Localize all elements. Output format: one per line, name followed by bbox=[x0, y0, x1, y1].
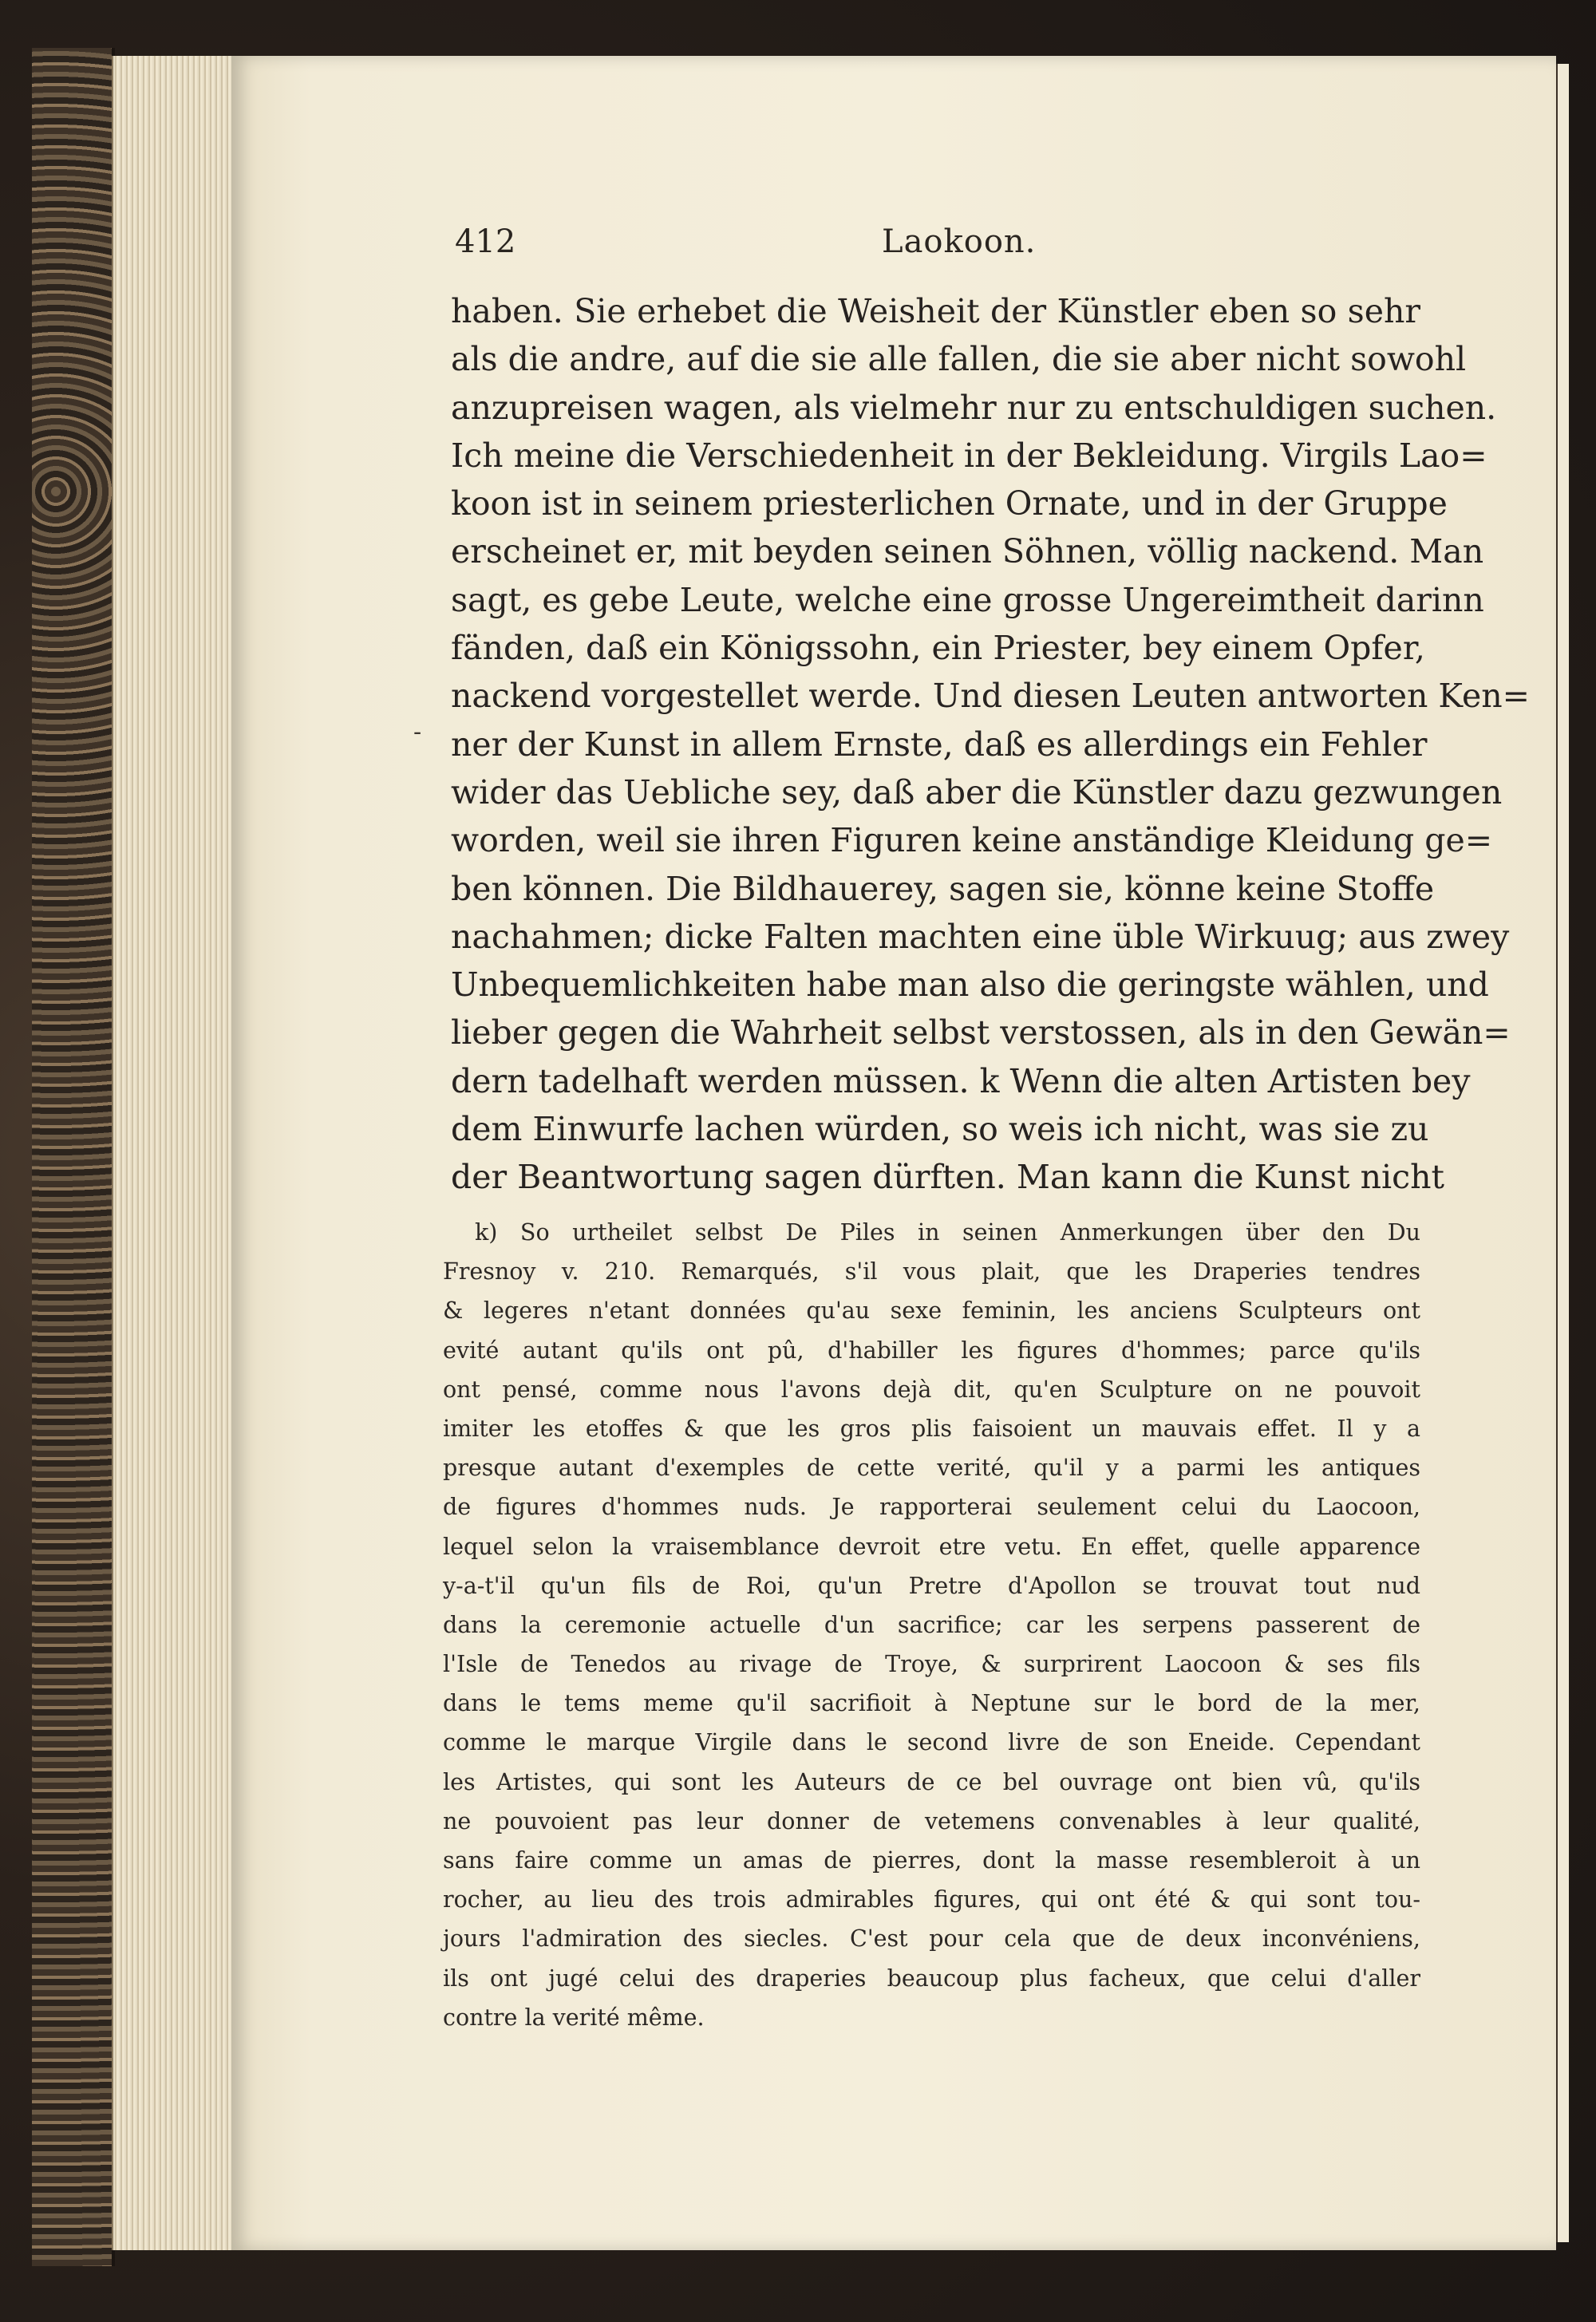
text-line: dem Einwurfe lachen würden, so weis ich nicht, was sie zu bbox=[451, 1110, 1429, 1149]
footnote-line: sans faire comme un amas de pierres, dont la masse resembleroit à un bbox=[443, 1847, 1420, 1874]
footnote-line: les Artistes, qui sont les Auteurs de ce bel ouvrage ont bien vû, qu'ils bbox=[443, 1768, 1420, 1795]
text-line: anzupreisen wagen, als vielmehr nur zu entschuldigen suchen. bbox=[451, 388, 1497, 427]
footnote-line: ne pouvoient pas leur donner de vetemens convenables à leur qualité, bbox=[443, 1807, 1420, 1834]
margin-mark: - bbox=[413, 718, 422, 746]
text-line: lieber gegen die Wahrheit selbst verstossen, als in den Gewän= bbox=[451, 1013, 1511, 1052]
text-line: wider das Uebliche sey, daß aber die Künstler dazu gezwungen bbox=[451, 772, 1503, 812]
footnote-line: rocher, au lieu des trois admirables figures, qui ont été & qui sont tou- bbox=[443, 1886, 1420, 1913]
page-header bbox=[455, 223, 1420, 271]
text-line: koon ist in seinem priesterlichen Ornate, und in der Gruppe bbox=[451, 484, 1448, 523]
text-line: Unbequemlichkeiten habe man also die geringste wählen, und bbox=[451, 966, 1489, 1005]
text-line: sagt, es gebe Leute, welche eine grosse Ungereimtheit darinn bbox=[451, 580, 1484, 619]
footnote-line: lequel selon la vraisemblance devroit etre vetu. En effet, quelle apparence bbox=[443, 1533, 1420, 1560]
footnote-line: imiter les etoffes & que les gros plis faisoient un mauvais effet. Il y a bbox=[443, 1415, 1420, 1442]
text-line: ner der Kunst in allem Ernste, daß es allerdings ein Fehler bbox=[451, 725, 1428, 764]
text-line: als die andre, auf die sie alle fallen, die sie aber nicht sowohl bbox=[451, 340, 1467, 379]
body-text bbox=[451, 287, 1530, 1202]
footnote-line: Fresnoy v. 210. Remarqués, s'il vous plait, que les Draperies tendres bbox=[443, 1258, 1420, 1285]
footnote-line: y-a-t'il qu'un fils de Roi, qu'un Pretre d'Apollon se trouvat tout nud bbox=[443, 1572, 1420, 1599]
next-page-edge bbox=[1556, 64, 1569, 2242]
marbled-edge bbox=[32, 48, 115, 2266]
footnote-line: k) So urtheilet selbst De Piles in seinen Anmerkungen über den Du bbox=[475, 1219, 1420, 1246]
text-line: nackend vorgestellet werde. Und diesen Leuten antworten Ken= bbox=[451, 677, 1530, 716]
footnote-line: presque autant d'exemples de cette verité, qu'il y a parmi les antiques bbox=[443, 1455, 1420, 1482]
text-line: worden, weil sie ihren Figuren keine anständige Kleidung ge= bbox=[451, 821, 1493, 860]
text-line: Ich meine die Verschiedenheit in der Bekleidung. Virgils Lao= bbox=[451, 436, 1487, 475]
footnote bbox=[443, 1213, 1420, 2037]
footnote-line: evité autant qu'ils ont pû, d'habiller les figures d'hommes; parce qu'ils bbox=[443, 1337, 1420, 1364]
page-stack-edges bbox=[112, 56, 233, 2250]
footnote-line: l'Isle de Tenedos au rivage de Troye, & surprirent Laocoon & ses fils bbox=[443, 1651, 1420, 1678]
footnote-line: dans la ceremonie actuelle d'un sacrifice; car les serpens passerent de bbox=[443, 1611, 1420, 1638]
text-line: haben. Sie erhebet die Weisheit der Künstler eben so sehr bbox=[451, 292, 1420, 330]
running-title: Laokoon. bbox=[882, 223, 1037, 260]
text-line: ben können. Die Bildhauerey, sagen sie, könne keine Stoffe bbox=[451, 869, 1435, 908]
text-line: der Beantwortung sagen dürften. Man kann die Kunst nicht bbox=[451, 1158, 1444, 1197]
text-line: fänden, daß ein Königssohn, ein Priester, bey einem Opfer, bbox=[451, 629, 1425, 668]
footnote-line: dans le tems meme qu'il sacrifioit à Neptune sur le bord de la mer, bbox=[443, 1690, 1420, 1717]
footnote-line: comme le marque Virgile dans le second livre de son Eneide. Cependant bbox=[443, 1729, 1420, 1756]
text-line: dern tadelhaft werden müssen. k Wenn die alten Artisten bey bbox=[451, 1061, 1471, 1100]
footnote-line: de figures d'hommes nuds. Je rapporterai seulement celui du Laocoon, bbox=[443, 1494, 1420, 1521]
text-line: erscheinet er, mit beyden seinen Söhnen, völlig nackend. Man bbox=[451, 532, 1484, 571]
footnote-line: ils ont jugé celui des draperies beaucoup plus facheux, que celui d'aller bbox=[443, 1965, 1420, 1992]
page-number: 412 bbox=[455, 223, 516, 260]
footnote-line: contre la verité même. bbox=[443, 2004, 705, 2031]
footnote-line: jours l'admiration des siecles. C'est pour cela que de deux inconvéniens, bbox=[443, 1925, 1420, 1953]
text-line: nachahmen; dicke Falten machten eine üble Wirkuug; aus zwey bbox=[451, 917, 1510, 956]
footnote-line: ont pensé, comme nous l'avons dejà dit, qu'en Sculpture on ne pouvoit bbox=[443, 1376, 1420, 1403]
footnote-line: & legeres n'etant données qu'au sexe feminin, les anciens Sculpteurs ont bbox=[443, 1297, 1420, 1325]
